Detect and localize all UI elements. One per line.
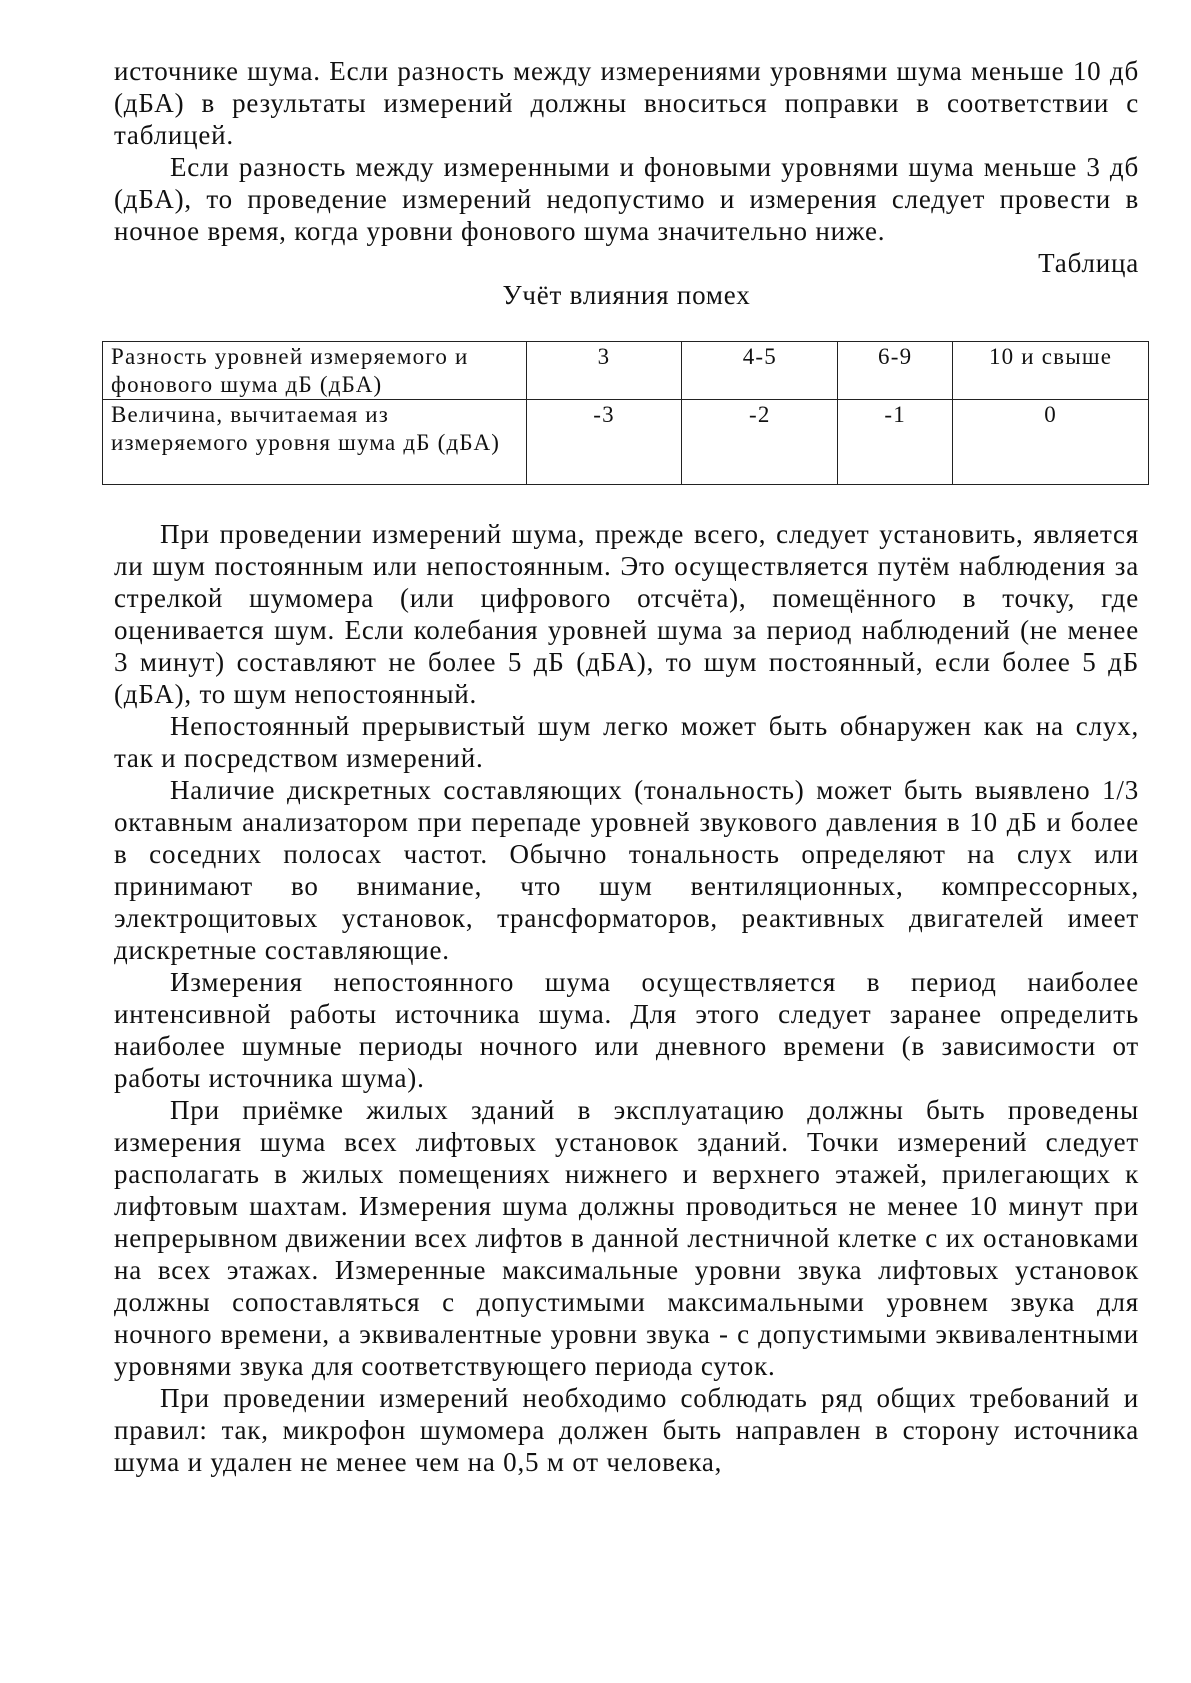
table-cell: 10 и свыше bbox=[953, 342, 1149, 400]
paragraph-nonconstant-noise: Измерения непостоянного шума осуществляется в период наиболее интенсивной работы источника шума. Для этого следует заранее определить наиболее шумные периоды ночного или дневного времени (в зависимости от работы источника шума). bbox=[114, 967, 1139, 1093]
table-label: Таблица bbox=[1038, 248, 1139, 278]
interference-correction-table bbox=[102, 341, 1149, 485]
table-row-subtract bbox=[103, 400, 1149, 485]
table-cell: -1 bbox=[838, 400, 953, 485]
table-cell: 3 bbox=[526, 342, 682, 400]
paragraph-background-noise: Если разность между измеренными и фоновыми уровнями шума меньше 3 дб (дБА), то проведение измерений недопустимо и измерения следует провести в ночное время, когда уровни фонового шума значительно ниже. bbox=[114, 152, 1139, 246]
paragraph-intermittent-noise: Непостоянный прерывистый шум легко может быть обнаружен как на слух, так и посредством измерений. bbox=[114, 711, 1139, 773]
table-cell: -2 bbox=[682, 400, 838, 485]
table-row-header: Разность уровней измеряемого и фонового шума дБ (дБА) bbox=[103, 342, 527, 400]
document-page bbox=[111, 55, 1139, 1478]
paragraph-general-requirements: При проведении измерений необходимо соблюдать ряд общих требований и правил: так, микрофон шумомера должен быть направлен в сторону источника шума и удален не менее чем на 0,5 м от человека, bbox=[114, 1383, 1139, 1477]
table-row-difference bbox=[103, 342, 1149, 400]
paragraph-continuation: источнике шума. Если разность между измерениями уровнями шума меньше 10 дб (дБА) в результаты измерений должны вноситься поправки в соответствии с таблицей. bbox=[114, 56, 1139, 150]
table-row-header: Величина, вычитаемая из измеряемого уровня шума дБ (дБА) bbox=[103, 400, 527, 485]
table-cell: 0 bbox=[953, 400, 1149, 485]
paragraph-elevator-noise: При приёмке жилых зданий в эксплуатацию должны быть проведены измерения шума всех лифтовых установок зданий. Точки измерений следует располагать в жилых помещениях нижнего и верхнего этажей, прилегающих к лифтовым шахтам. Измерения шума должны проводиться не менее 10 минут при непрерывном движении всех лифтов в данной лестничной клетке с их остановками на всех этажах. Измеренные максимальные уровни звука лифтовых установок должны сопоставляться с допустимыми максимальными уровнем звука для ночного времени, а эквивалентные уровни звука - с допустимыми эквивалентными уровнями звука для соответствующего периода суток. bbox=[114, 1095, 1139, 1381]
table-title: Учёт влияния помех bbox=[502, 280, 751, 310]
paragraph-tonality: Наличие дискретных составляющих (тональность) может быть выявлено 1/3 октавным анализатором при перепаде уровней звукового давления в 10 дБ и более в соседних полосах частот. Обычно тональность определяют на слух или принимают во внимание, что шум вентиляционных, компрессорных, электрощитовых установок, трансформаторов, реактивных двигателей имеет дискретные составляющие. bbox=[114, 775, 1139, 965]
table-cell: -3 bbox=[526, 400, 682, 485]
table-cell: 6-9 bbox=[838, 342, 953, 400]
paragraph-noise-type: При проведении измерений шума, прежде всего, следует установить, является ли шум постоянным или непостоянным. Это осуществляется путём наблюдения за стрелкой шумомера (или цифрового отсчёта), помещённого в точку, где оценивается шум. Если колебания уровней шума за период наблюдений (не менее 3 минут) составляют не более 5 дБ (дБА), то шум постоянный, если более 5 дБ (дБА), то шум непостоянный. bbox=[114, 519, 1139, 709]
table-cell: 4-5 bbox=[682, 342, 838, 400]
